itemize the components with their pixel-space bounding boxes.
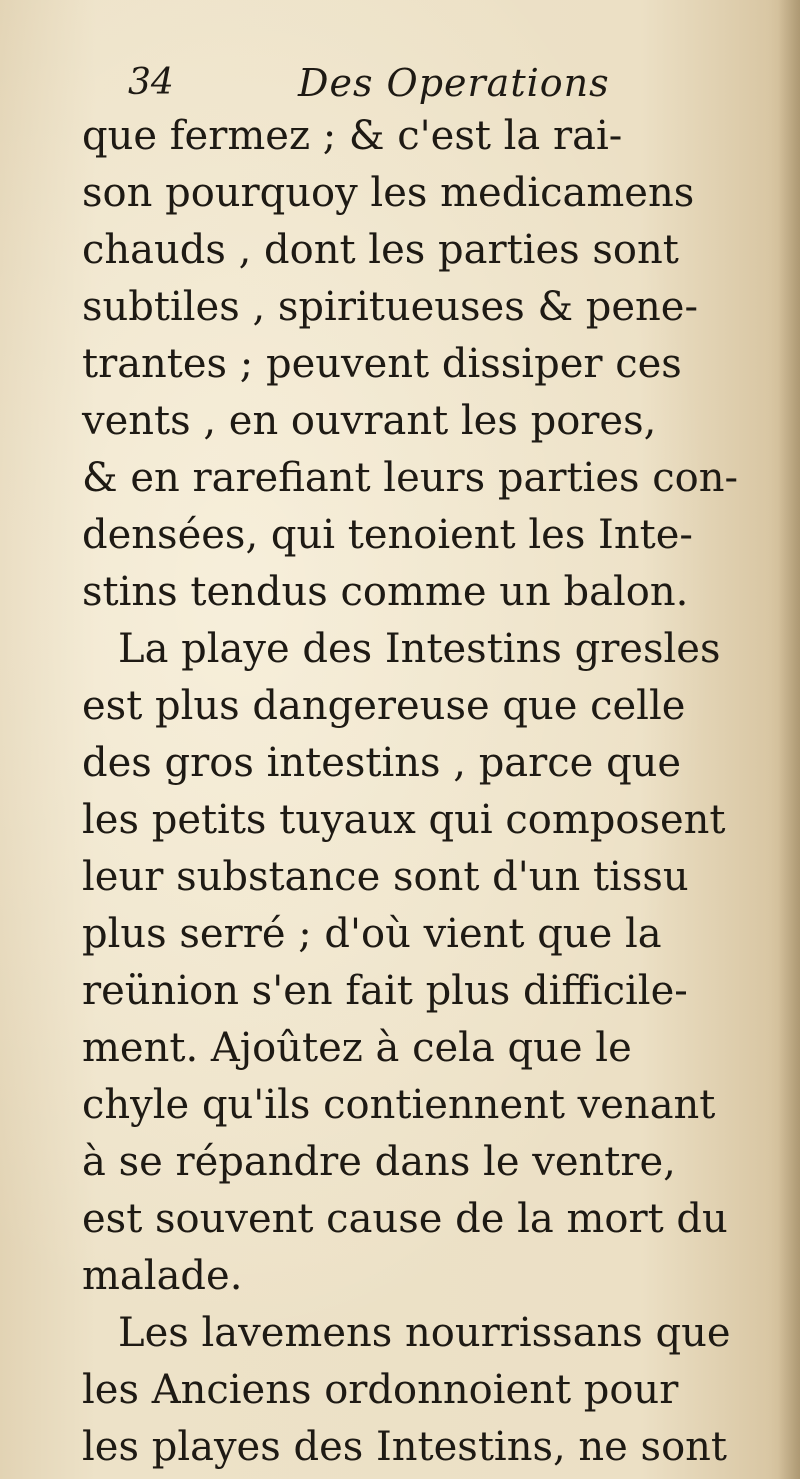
running-title: Des Operations	[298, 61, 610, 105]
text-line: les Anciens ordonnoient pour	[82, 1367, 679, 1413]
text-line: stins tendus comme un balon.	[82, 569, 689, 615]
page-number: 34	[128, 62, 174, 103]
text-line: chauds , dont les parties sont	[82, 227, 679, 273]
text-line: leur substance sont d'un tissu	[82, 854, 689, 900]
text-line: les playes des Intestins, ne sont	[82, 1424, 727, 1470]
body-text	[82, 108, 772, 1476]
text-line: chyle qu'ils contiennent venant	[82, 1082, 716, 1128]
text-line: est souvent cause de la mort du	[82, 1196, 728, 1242]
text-line: reünion s'en fait plus difficile-	[82, 968, 688, 1014]
text-line: subtiles , spiritueuses & pene-	[82, 284, 698, 330]
text-line: est plus dangereuse que celle	[82, 683, 686, 729]
page-header	[128, 58, 688, 108]
text-line: densées, qui tenoient les Inte-	[82, 512, 693, 558]
text-line: des gros intestins , parce que	[82, 740, 682, 786]
text-line: vents , en ouvrant les pores,	[82, 398, 657, 444]
text-line: que fermez ; & c'est la rai-	[82, 113, 623, 159]
page-edge-shadow	[778, 0, 800, 1479]
text-line: ment. Ajoûtez à cela que le	[82, 1025, 632, 1071]
text-line: plus serré ; d'où vient que la	[82, 911, 662, 957]
text-line: malade.	[82, 1253, 243, 1299]
text-line: Les lavemens nourrissans que	[118, 1310, 731, 1356]
text-line: La playe des Intestins gresles	[118, 626, 721, 672]
text-line: & en rarefiant leurs parties con-	[82, 455, 739, 501]
text-line: les petits tuyaux qui composent	[82, 797, 726, 843]
text-line: à se répandre dans le ventre,	[82, 1139, 676, 1185]
text-line: son pourquoy les medicamens	[82, 170, 695, 216]
text-line: trantes ; peuvent dissiper ces	[82, 341, 682, 387]
